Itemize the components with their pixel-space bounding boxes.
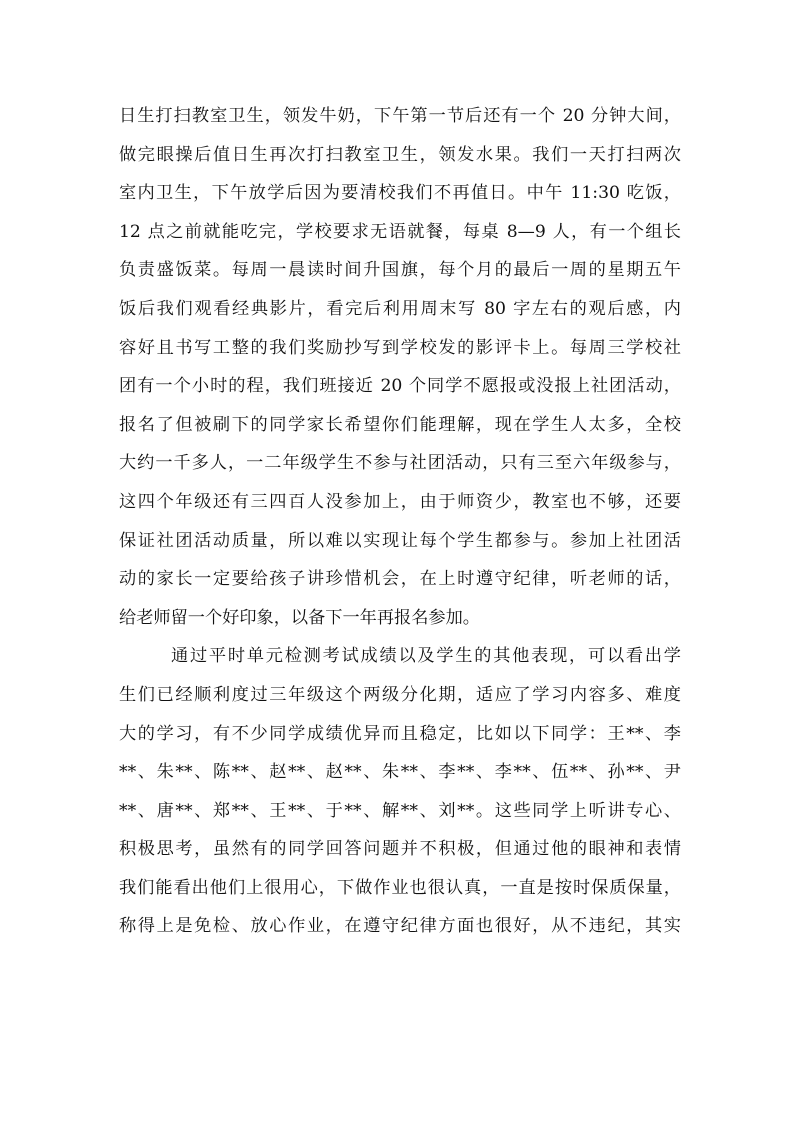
text-line: 生们已经顺利度过三年级这个两级分化期，适应了学习内容多、难度 — [119, 684, 681, 705]
text-line: 我们能看出他们上很用心，下做作业也很认真，一直是按时保质保量， — [119, 877, 681, 898]
text-line: **、唐**、郑**、王**、于**、解**、刘**。这些同学上听讲专心、 — [119, 800, 681, 821]
text-line: 饭后我们观看经典影片，看完后利用周末写 80 字左右的观后感，内 — [119, 298, 681, 319]
text-line: 室内卫生，下午放学后因为要清校我们不再值日。中午 11:30 吃饭， — [119, 183, 681, 204]
text-line: 称得上是免检、放心作业，在遵守纪律方面也很好，从不违纪，其实 — [119, 916, 681, 937]
text-line: 负责盛饭菜。每周一晨读时间升国旗，每个月的最后一周的星期五午 — [119, 260, 681, 281]
document-body — [119, 97, 681, 946]
text-line: 报名了但被刷下的同学家长希望你们能理解，现在学生人太多，全校 — [119, 414, 681, 435]
text-line: 保证社团活动质量，所以难以实现让每个学生都参与。参加上社团活 — [119, 530, 681, 551]
text-line: 大约一千多人，一二年级学生不参与社团活动，只有三至六年级参与， — [119, 453, 681, 474]
text-line: 12 点之前就能吃完，学校要求无语就餐，每桌 8—9 人，有一个组长 — [119, 221, 681, 242]
text-line: 日生打扫教室卫生，领发牛奶，下午第一节后还有一个 20 分钟大间， — [119, 106, 681, 126]
paragraph-end-line: 给老师留一个好印象，以备下一年再报名参加。 — [119, 607, 480, 628]
text-line: 团有一个小时的程，我们班接近 20 个同学不愿报或没报上社团活动， — [119, 376, 681, 397]
text-line: 这四个年级还有三四百人没参加上，由于师资少，教室也不够，还要 — [119, 491, 681, 512]
text-line: 做完眼操后值日生再次打扫教室卫生，领发水果。我们一天打扫两次 — [119, 144, 681, 165]
text-line: 容好且书写工整的我们奖励抄写到学校发的影评卡上。每周三学校社 — [119, 337, 681, 358]
text-line: **、朱**、陈**、赵**、赵**、朱**、李**、李**、伍**、孙**、尹 — [119, 762, 681, 783]
text-line: 大的学习，有不少同学成绩优异而且稳定，比如以下同学：王**、李 — [119, 723, 681, 744]
text-line: 动的家长一定要给孩子讲珍惜机会，在上时遵守纪律，听老师的话， — [119, 569, 681, 590]
text-line: 积极思考，虽然有的同学回答问题并不积极，但通过他的眼神和表情 — [119, 839, 681, 860]
paragraph-start-line: 通过平时单元检测考试成绩以及学生的其他表现，可以看出学 — [171, 646, 681, 667]
